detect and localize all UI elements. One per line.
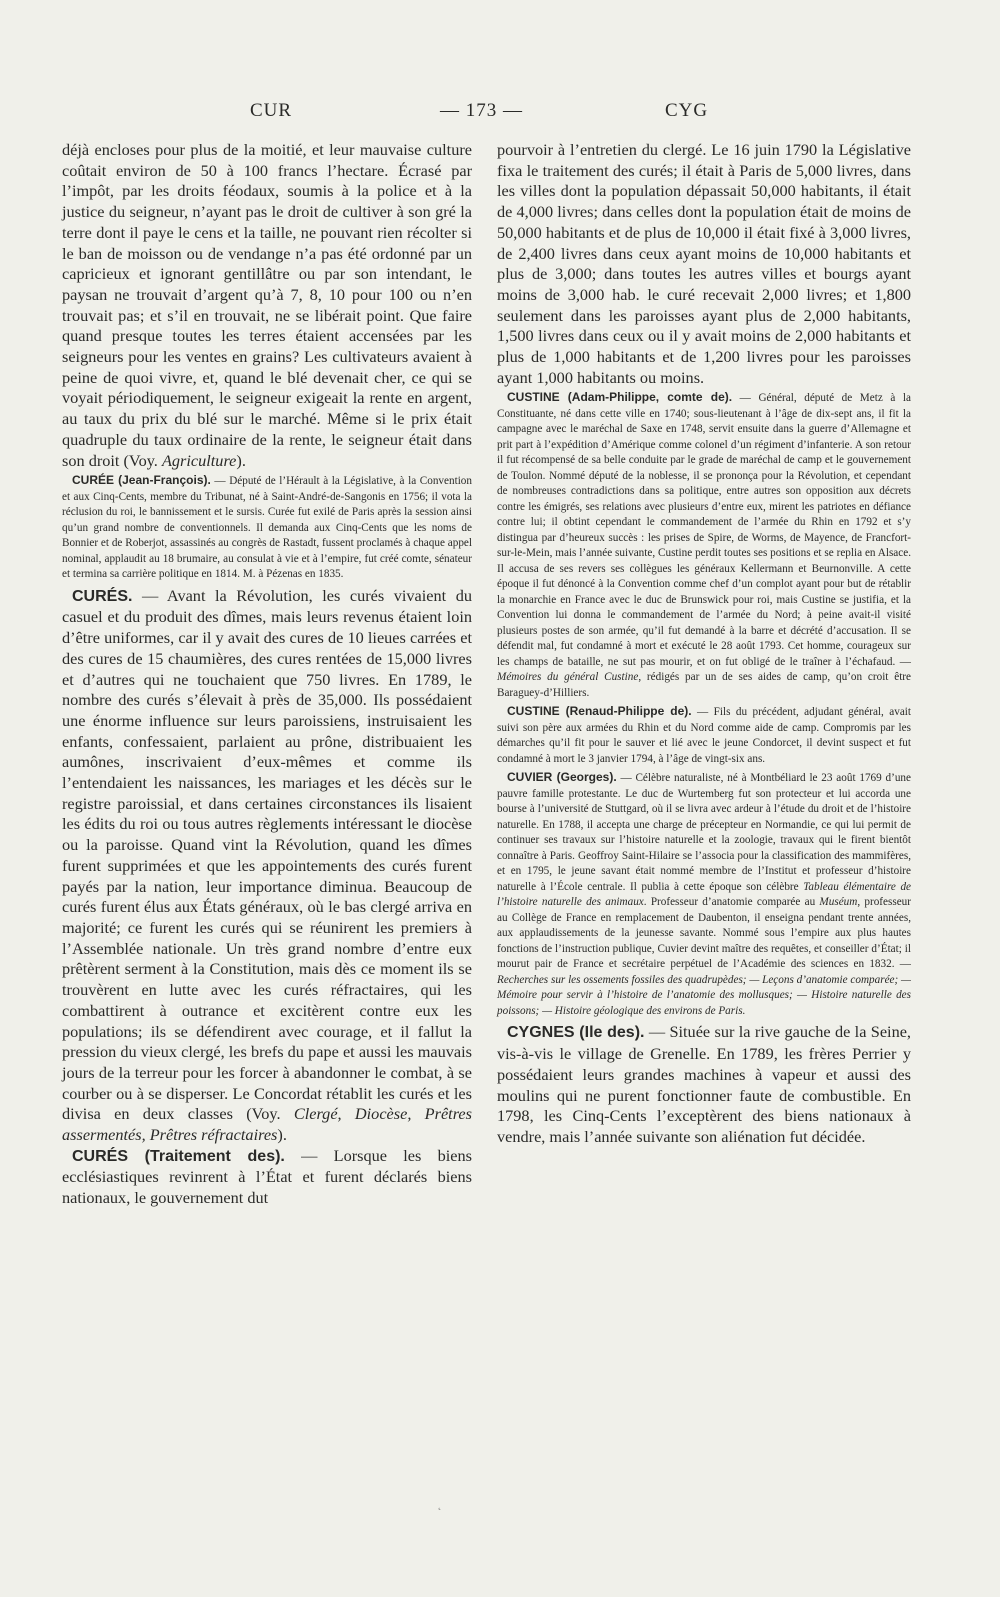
entry-cuvier bbox=[497, 770, 911, 1019]
entry-custine-adam bbox=[497, 390, 911, 701]
entry-headword: CURÉE (Jean-François). bbox=[72, 473, 211, 488]
entry-headword: CUSTINE (Renaud-Philippe de). bbox=[507, 704, 692, 719]
works-list: Recherches sur les ossements fossiles des quadrupèdes; — Leçons d’anatomie comparée; — Mémoire pour servir à l’histoire de l’anatomie des mollusques; — Histoire naturelle des poissons; — Histoire géologique des environs de Paris. bbox=[497, 973, 911, 1017]
entry-headword: CURÉS. bbox=[72, 587, 133, 605]
entry-text: — Située sur la rive gauche de la Seine, vis-à-vis le village de Grenelle. En 1789, les frères Perrier y possédaient leurs grandes machines à vapeur et aussi des moulins qui ne purent fonctionner faute de combustible. En 1798, les Cinq-Cents l’exceptèrent des biens nationaux à vendre, mais l’année suivante son aliénation fut décidée. bbox=[497, 1022, 912, 1146]
running-head-right: CYG bbox=[665, 100, 709, 121]
ink-speck: ˛ bbox=[438, 1500, 442, 1511]
cross-reference: Clergé, Diocèse, Prêtres assermentés, Prêtres réfractaires bbox=[62, 1104, 472, 1145]
entry-text: . Professeur d’anatomie comparée au bbox=[643, 896, 820, 909]
entry-text: — Général, député de Metz à la Constituante, né dans cette ville en 1740; sous-lieutenant à l’âge de dix-sept ans, il fit la campagne avec le maréchal de Saxe en 1748, servit ensuite dans la guerre d’Allemagne et prit part à l’expédition d’Amérique comme colonel d’un régiment d’infanterie. A son retour il fut récompensé de sa belle conduite par le grade de maréchal de camp et le gouvernement de Toulon. Nommé député de la noblesse, il se prononça pour la Révolution, et cependant de nombreuses contradictions dans sa politique, entre autres son opposition aux décrets contre les émigrés, ses relations avec plusieurs d’entre eux, mirent les patriotes en défiance contre lui; il obtint cependant le commandement de l’armée du Rhin en 1792 et s’y distingua par d’heureux succès : les prises de Spire, de Worms, de Mayence, de Francfort-sur-le-Mein, mais l’année suivante, Custine perdit toutes ses positions et se replia en Alsace. Il accusa de ses revers ses collègues les généraux Kellermann et Beurnonville. A cette époque il fut dénoncé à la Convention comme chef d’un complot ayant pour but de rétablir la monarchie en France avec le duc de Brunswick pour roi, mais Custine se justifia, et la Convention lui donna le commandement de l’armée du Nord; à peine avait-il visité plusieurs postes de son armée, qu’il fut demandé à la barre et décrété d’accusation. Il se défendit mal, fut condamné à mort et exécuté le 28 août 1793. Cet homme, courageux sur les champs de bataille, ne sut pas mourir, et on fut obligé de le traîner à l’échafaud. — bbox=[497, 392, 912, 668]
entry-text: — Député de l’Hérault à la Législative, à la Convention et aux Cinq-Cents, membre du Tribunat, né à Saint-André-de-Sangonis en 1756; il vota la réclusion du roi, le bannissement et le sursis. Curée fut exilé de Paris après la session ainsi qu’un grand nombre de conventionnels. Il demanda aux Cinq-Cents que les noms de Bonnier et de Roberjot, assassinés au congrès de Rastadt, fussent proclamés à chaque appel nominal, applaudit au 18 brumaire, au consulat à vie et à l’empire, fut créé comte, sénateur et termina sa carrière politique en 1814. M. à Pézenas en 1835. bbox=[62, 475, 472, 581]
entry-text: — Fils du précédent, adjudant général, avait suivi son père aux armées du Rhin et du Nord comme aide de camp. Compromis par les démarches qu’il fit pour le sauver et lié avec le jeune Condorcet, il devint suspect et fut condamné à mort le 3 janvier 1794, à l’âge de vingt-six ans. bbox=[497, 706, 912, 765]
left-column bbox=[62, 140, 472, 1209]
running-head-left: CUR bbox=[250, 100, 293, 121]
work-title: Muséum bbox=[819, 896, 858, 909]
cross-reference: Mémoires du général Custine bbox=[497, 671, 639, 684]
entry-text-end: ). bbox=[277, 1125, 287, 1145]
entry-cures bbox=[62, 586, 472, 1146]
entry-headword: CURÉS (Traitement des). bbox=[72, 1147, 285, 1165]
cross-reference: Agriculture bbox=[161, 450, 237, 470]
page-number: — 173 — bbox=[440, 100, 523, 121]
paragraph-text: déjà encloses pour plus de la moitié, et leur mauvaise culture coûtait environ de 50 à 100 francs l’hectare. Écrasé par l’impôt, par les droits féodaux, soumis à la police et à la justice du seigneur, n’ayant pas le droit de cultiver à son gré la terre dont il paye le cens et la taille, ne pouvant rien récolter si le ban de moisson ou de vendange n’a pas été ordonné par un capricieux et ignorant gentillâtre ou par son intendant, le paysan ne trouvait d’argent qu’à 7, 8, 10 pour 100 ou n’en trouvait pas; et s’il en trouvait, ne se libérait point. Que faire quand presque toutes les terres étaient accensées par les seigneurs pour les ventes en grains? Les cultivateurs avaient à peine de quoi vivre, et, quand le blé devenait cher, ce qui se voyait périodiquement, le seigneur exigeait la rente en argent, au taux du prix du blé sur le marché. Même si le prix était quadruple du taux ordinaire de la rente, le seigneur était dans son droit (Voy. bbox=[62, 140, 472, 470]
right-column bbox=[497, 140, 911, 1148]
entry-curee bbox=[62, 473, 472, 583]
entry-text: , professeur au Collège de France en remplacement de Daubenton, il enseigna pendant trente années, aux applaudissements de la jeunesse savante. Nommé sous l’empire aux plus hautes fonctions de l’instruction publique, Cuvier devint maître des requêtes, et conseiller d’État; il mourut pair de France et secrétaire perpétuel de l’Académie des sciences en 1832. — bbox=[497, 896, 911, 971]
work-title: Tableau élémentaire de l’histoire naturelle des animaux bbox=[497, 880, 912, 909]
entry-cures-traitement bbox=[62, 1146, 472, 1209]
paragraph-text-end: ). bbox=[236, 450, 246, 470]
entry-text-end: , rédigés par un de ses aides de camp, qu’on croit être Baraguey-d’Hilliers. bbox=[497, 671, 911, 699]
entry-headword: CYGNES (Ile des). bbox=[507, 1024, 645, 1042]
entry-text: — Célèbre naturaliste, né à Montbéliard le 23 août 1769 d’une pauvre famille protestante. Le duc de Wurtemberg fut son protecteur et lui accorda une bourse à l’université de Stuttgard, où il se livra avec ardeur à l’étude du droit et de l’histoire naturelle. En 1788, il accepta une charge de précepteur en Normandie, ce qui lui permit de continuer ses travaux sur l’histoire naturelle et la zoologie, travaux qui le firent bientôt connaître à Paris. Geoffroy Saint-Hilaire se l’associa pour la classification des mammifères, et en 1795, le jeune savant était nommé membre de l’Institut et professeur d’histoire naturelle à l’École centrale. Il publia à cette époque son célèbre bbox=[497, 772, 911, 893]
entry-cygnes bbox=[497, 1022, 911, 1147]
entry-headword: CUVIER (Georges). bbox=[507, 770, 617, 785]
paragraph-traitement-continued: pourvoir à l’entretien du clergé. Le 16 juin 1790 la Législative fixa le traitement des curés; il était à Paris de 5,000 livres, dans les villes dont la population dépassait 50,000 habitants, il était de 4,000 livres; dans celles dont la population était de moins de 50,000 habitants et de plus de 10,000 il était fixé à 3,000 livres, de 2,400 livres dans ceux ayant moins de 10,000 habitants et plus de 3,000; dans toutes les autres villes et bourgs ayant moins de 3,000 hab. le curé recevait 2,000 livres; et 1,800 seulement dans les paroisses ayant plus de 2,000 habitants, 1,500 livres dans ceux ou il y avait moins de 2,000 habitants et plus de 1,000 habitants et de 1,200 livres pour les paroisses ayant 1,000 habitants ou moins. bbox=[497, 140, 911, 387]
entry-custine-renaud bbox=[497, 704, 911, 767]
entry-text: — Avant la Révolution, les curés vivaient du casuel et du produit des dîmes, mais leurs revenus étaient loin d’être uniformes, car il y avait des cures de 10 lieues carrées et des cures de 15 chaumières, des cures rentées de 15,000 livres et d’autres qui ne touchaient que 750 livres. En 1789, le nombre des curés s’élevait à près de 35,000. Ils possédaient une énorme influence sur leurs paroissiens, instruisaient les enfants, confessaient, parlaient au prône, distribuaient les aumônes, inscrivaient d’eux-mêmes et comme ils l’entendaient les naissances, les mariages et les décès sur le registre paroissial, et dans certaines circonstances ils lisaient les édits du roi ou tous autres règlements intéressant le diocèse ou la paroisse. Quand vint la Révolution, quand les dîmes furent supprimées et que les appointements des curés furent payés par la nation, leur importance diminua. Beaucoup de curés furent élus aux États généraux, où le bas clergé arriva en majorité; ce furent les curés qui se réunirent les premiers à l’Assemblée nationale. Un très grand nombre d’entre eux prêtèrent serment à la Constitution, mais dès ce moment ils se trouvèrent en lutte avec les curés réfractaires, qui les combattirent à outrance et excitèrent contre eux les populations; ils se défendirent avec courage, et il fallut la pression du vieux clergé, les brefs du pape et aussi les mauvais jours de la terreur pour les forcer à abandonner le combat, à se courber ou à se disperser. Le Concordat rétablit les curés et les divisa en deux classes (Voy. bbox=[62, 585, 472, 1124]
entry-text: — Lorsque les biens ecclésiastiques revinrent à l’État et furent déclarés biens nationaux, le gouvernement dut bbox=[62, 1145, 473, 1208]
entry-headword: CUSTINE (Adam-Philippe, comte de). bbox=[507, 390, 733, 405]
paragraph-agriculture bbox=[62, 140, 472, 471]
